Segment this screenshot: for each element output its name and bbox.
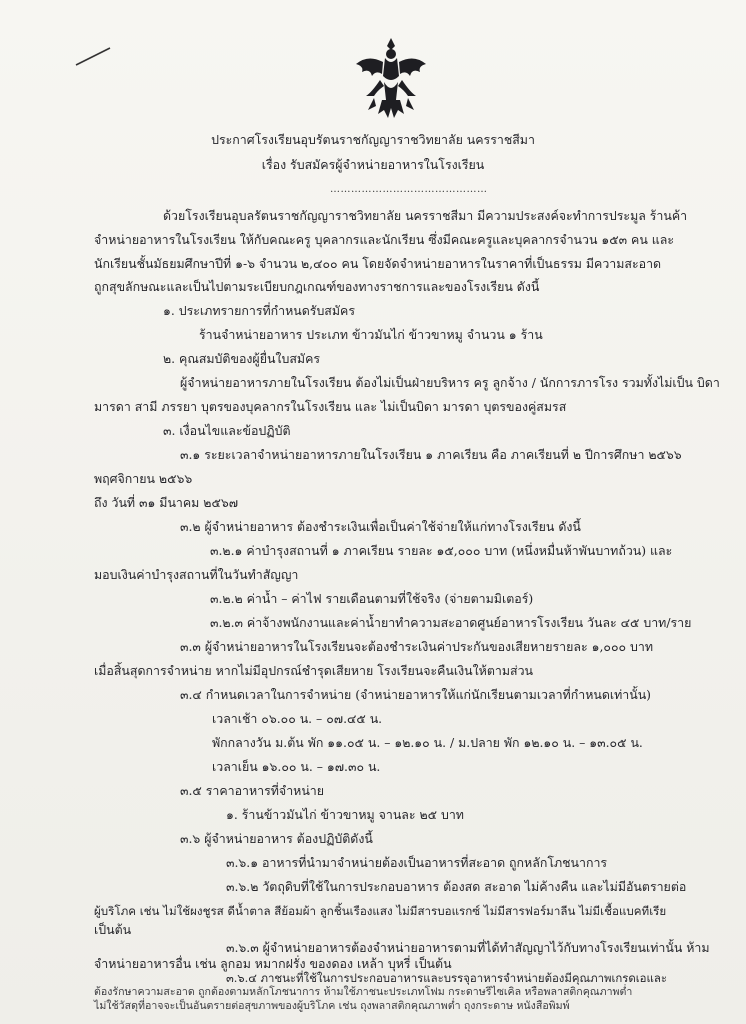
time-noon: พักกลางวัน ม.ต้น พัก ๑๑.๐๕ น. – ๑๒.๑๐ น. / ม.ปลาย พัก ๑๒.๑๐ น. – ๑๓.๐๕ น. [212, 735, 643, 750]
announcement-title: ประกาศโรงเรียนอุบรัตนราชกัญญาราชวิทยาลัย นครราชสีมา [211, 132, 535, 147]
clause-3-6-1: ๓.๖.๑ อาหารที่นำมาจำหน่ายต้องเป็นอาหารที่สะอาด ถูกหลักโภชนาการ [226, 855, 608, 870]
time-morning: เวลาเช้า ๐๖.๐๐ น. – ๐๗.๔๕ น. [212, 711, 383, 726]
time-evening: เวลาเย็น ๑๖.๐๐ น. – ๑๗.๓๐ น. [212, 759, 381, 774]
title-separator: ……………………………………… [330, 184, 488, 195]
clause-3-3-line-1: ๓.๓ ผู้จำหน่ายอาหารในโรงเรียนจะต้องชำระเงินค่าประกันของเสียหายรายละ ๑,๐๐๐ บาท [180, 639, 653, 654]
clause-3-1-line-2: พฤศจิกายน ๒๕๖๖ [94, 471, 193, 486]
clause-3-6-2-line-2: ผู้บริโภค เช่น ไม่ใช้ผงชูรส ดีน้ำตาล สีย้อมผ้า ลูกชิ้นเรืองแสง ไม่มีสารบอแรกซ์ ไม่มีสารฟอร์มาลีน ไม่มีเชื้อแบคทีเรีย [94, 904, 667, 918]
clause-3-1-line-3: ถึง วันที่ ๓๑ มีนาคม ๒๕๖๗ [94, 495, 239, 510]
section-1-heading: ๑. ประเภทรายการที่กำหนดรับสมัคร [163, 303, 355, 318]
clause-3-2-1-line-1: ๓.๒.๑ ค่าบำรุงสถานที่ ๑ ภาคเรียน รายละ ๑๕,๐๐๐ บาท (หนึ่งหมื่นห้าพันบาทถ้วน) และ [210, 543, 673, 558]
section-3-heading: ๓. เงื่อนไขและข้อปฏิบัติ [163, 423, 291, 438]
clause-3-6-4-line-1: ๓.๖.๔ ภาชนะที่ใช้ในการประกอบอาหารและบรรจุอาหารจำหน่ายต้องมีคุณภาพเกรดเอและ [226, 971, 667, 985]
garuda-emblem-icon [352, 36, 430, 122]
clause-3-6-2-line-1: ๓.๖.๒ วัตถุดิบที่ใช้ในการประกอบอาหาร ต้องสด สะอาด ไม่ค้างคืน และไม่มีอันตรายต่อ [226, 879, 687, 894]
pen-stroke-mark [74, 45, 114, 67]
clause-3-1-line-1: ๓.๑ ระยะเวลาจำหน่ายอาหารภายในโรงเรียน ๑ ภาคเรียน คือ ภาคเรียนที่ ๒ ปีการศึกษา ๒๕๖๖ [180, 447, 682, 462]
clause-3-6-4-line-2: ต้องรักษาความสะอาด ถูกต้องตามหลักโภชนาการ ห้ามใช้ภาชนะประเภทโฟม กระดาษรีไซเคิล หรือพลาสติกคุณภาพต่ำ [94, 986, 633, 998]
intro-line-2: จำหน่ายอาหารในโรงเรียน ให้กับคณะครู บุคลากรและนักเรียน ซึ่งมีคณะครูและบุคลากรจำนวน ๑๕๓ คน และ [94, 232, 674, 247]
clause-3-5: ๓.๕ ราคาอาหารที่จำหน่าย [180, 783, 325, 798]
clause-3-2-3: ๓.๒.๓ ค่าจ้างพนักงานและค่าน้ำยาทำความสะอาดศูนย์อาหารโรงเรียน วันละ ๔๕ บาท/ราย [210, 615, 692, 630]
clause-3-6-2-line-3: เป็นต้น [94, 922, 132, 937]
clause-3-4: ๓.๔ กำหนดเวลาในการจำหน่าย (จำหน่ายอาหารให้แก่นักเรียนตามเวลาที่กำหนดเท่านั้น) [180, 687, 652, 702]
clause-3-2: ๓.๒ ผู้จำหน่ายอาหาร ต้องชำระเงินเพื่อเป็นค่าใช้จ่ายให้แก่ทางโรงเรียน ดังนี้ [180, 519, 581, 534]
price-item-1: ๑. ร้านข้าวมันไก่ ข้าวขาหมู จานละ ๒๕ บาท [226, 807, 464, 822]
announcement-subject: เรื่อง รับสมัครผู้จำหน่ายอาหารในโรงเรียน [261, 157, 485, 172]
clause-3-6-4-line-3: ไม่ใช้วัสดุที่อาจจะเป็นอันตรายต่อสุขภาพของผู้บริโภค เช่น ถุงพลาสติกคุณภาพต่ำ ถุงกระดาษ หนังสือพิมพ์ [94, 1000, 570, 1012]
intro-line-1: ด้วยโรงเรียนอุบลรัตนราชกัญญาราชวิทยาลัย นครราชสีมา มีความประสงค์จะทำการประมูล ร้านค้า [163, 208, 688, 223]
intro-line-4: ถูกสุขลักษณะและเป็นไปตามระเบียบกฎเกณฑ์ของทางราชการและของโรงเรียน ดังนี้ [94, 279, 540, 294]
clause-3-6-3-line-1: ๓.๖.๓ ผู้จำหน่ายอาหารต้องจำหน่ายอาหารตามที่ได้ทำสัญญาไว้กับทางโรงเรียนเท่านั้น ห้าม [226, 940, 710, 955]
clause-3-3-line-2: เมื่อสิ้นสุดการจำหน่าย หากไม่มีอุปกรณ์ชำรุดเสียหาย โรงเรียนจะคืนเงินให้ตามส่วน [94, 663, 534, 678]
intro-line-3: นักเรียนชั้นมัธยมศึกษาปีที่ ๑-๖ จำนวน ๒,๔๐๐ คน โดยจัดจำหน่ายอาหารในราคาที่เป็นธรรม มีความสะอาด [94, 256, 662, 271]
section-2-heading: ๒. คุณสมบัติของผู้ยื่นใบสมัคร [163, 351, 321, 366]
clause-3-6: ๓.๖ ผู้จำหน่ายอาหาร ต้องปฏิบัติดังนี้ [180, 831, 373, 846]
clause-3-6-3-line-2: จำหน่ายอาหารอื่น เช่น ลูกอม หมากฝรั่ง ของดอง เหล้า บุหรี่ เป็นต้น [94, 956, 452, 971]
section-2-line-1: ผู้จำหน่ายอาหารภายในโรงเรียน ต้องไม่เป็นฝ่ายบริหาร ครู ลูกจ้าง / นักการภารโรง รวมทั้งไม่เป็น บิดา [180, 375, 720, 390]
clause-3-2-1-line-2: มอบเงินค่าบำรุงสถานที่ในวันทำสัญญา [94, 567, 299, 582]
section-1-detail: ร้านจำหน่ายอาหาร ประเภท ข้าวมันไก่ ข้าวขาหมู จำนวน ๑ ร้าน [199, 327, 543, 342]
clause-3-2-2: ๓.๒.๒ ค่าน้ำ – ค่าไฟ รายเดือนตามที่ใช้จริง (จ่ายตามมิเตอร์) [210, 591, 534, 606]
section-2-line-2: มารดา สามี ภรรยา บุตรของบุคลากรในโรงเรียน และ ไม่เป็นบิดา มารดา บุตรของคู่สมรส [94, 399, 567, 414]
